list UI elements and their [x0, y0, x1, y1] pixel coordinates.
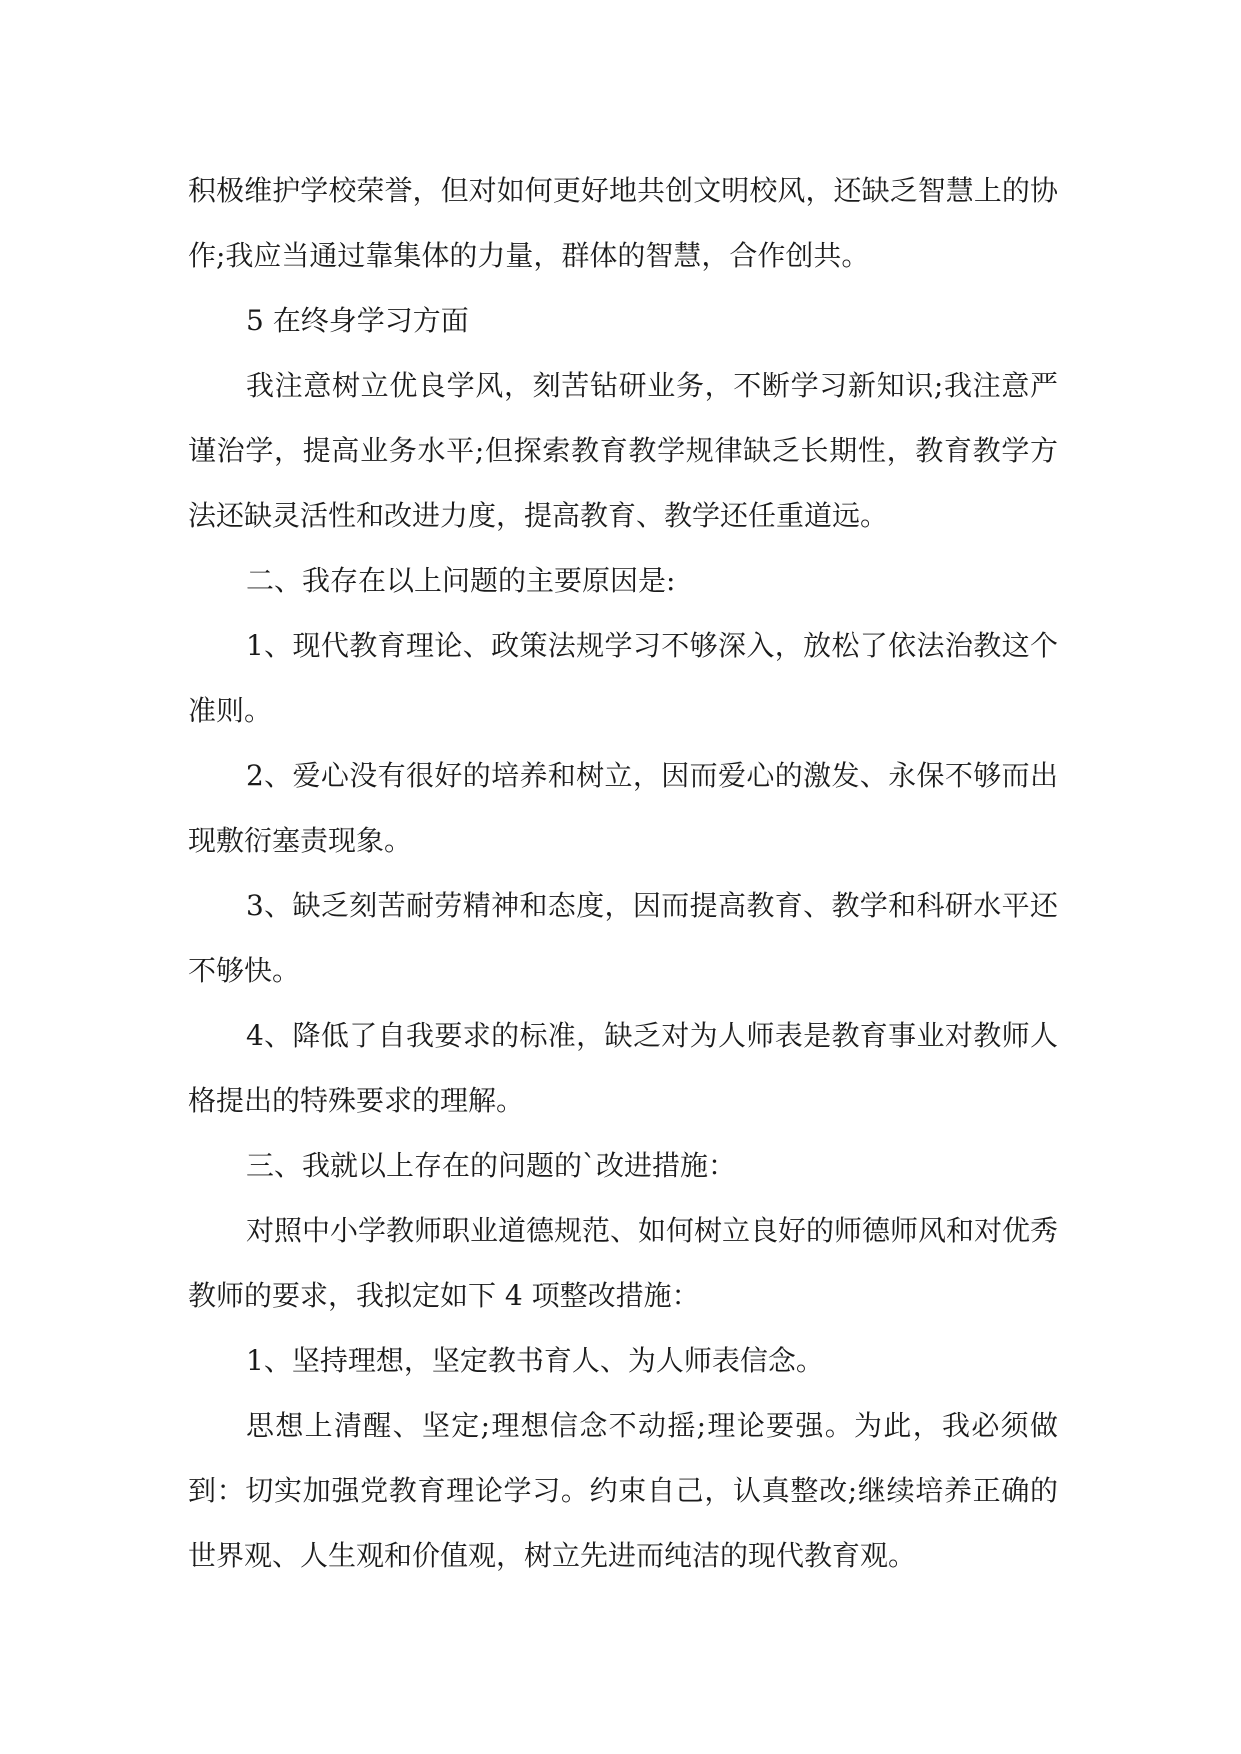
section-heading-lifelong-learning: 5 在终身学习方面: [246, 304, 469, 337]
section-heading-measures: 三、我就以上存在的问题的`改进措施：: [246, 1149, 737, 1182]
document-body: [188, 158, 1058, 1588]
paragraph-continuation: 积极维护学校荣誉，但对如何更好地共创文明校风，还缺乏智慧上的协作;我应当通过靠集体的力量，群体的智慧，合作创共。: [188, 174, 1058, 272]
cause-item-3: 3、缺乏刻苦耐劳精神和态度，因而提高教育、教学和科研水平还不够快。: [188, 889, 1058, 987]
measure-item-1: 1、坚持理想，坚定教书育人、为人师表信念。: [246, 1344, 824, 1377]
cause-item-4: 4、降低了自我要求的标准，缺乏对为人师表是教育事业对教师人格提出的特殊要求的理解。: [188, 1019, 1058, 1117]
paragraph-measure-1-detail: 思想上清醒、坚定;理想信念不动摇;理论要强。为此，我必须做到：切实加强党教育理论学习。约束自己，认真整改;继续培养正确的世界观、人生观和价值观，树立先进而纯洁的现代教育观。: [188, 1409, 1058, 1572]
paragraph-learning: 我注意树立优良学风，刻苦钻研业务，不断学习新知识;我注意严谨治学，提高业务水平;但探索教育教学规律缺乏长期性，教育教学方法还缺灵活性和改进力度，提高教育、教学还任重道远。: [188, 369, 1058, 532]
cause-item-1: 1、现代教育理论、政策法规学习不够深入，放松了依法治教这个准则。: [188, 629, 1058, 727]
section-heading-causes: 二、我存在以上问题的主要原因是:: [246, 564, 676, 597]
cause-item-2: 2、爱心没有很好的培养和树立，因而爱心的激发、永保不够而出现敷衍塞责现象。: [188, 759, 1058, 857]
paragraph-measures-intro: 对照中小学教师职业道德规范、如何树立良好的师德师风和对优秀教师的要求，我拟定如下 4 项整改措施：: [188, 1214, 1059, 1312]
